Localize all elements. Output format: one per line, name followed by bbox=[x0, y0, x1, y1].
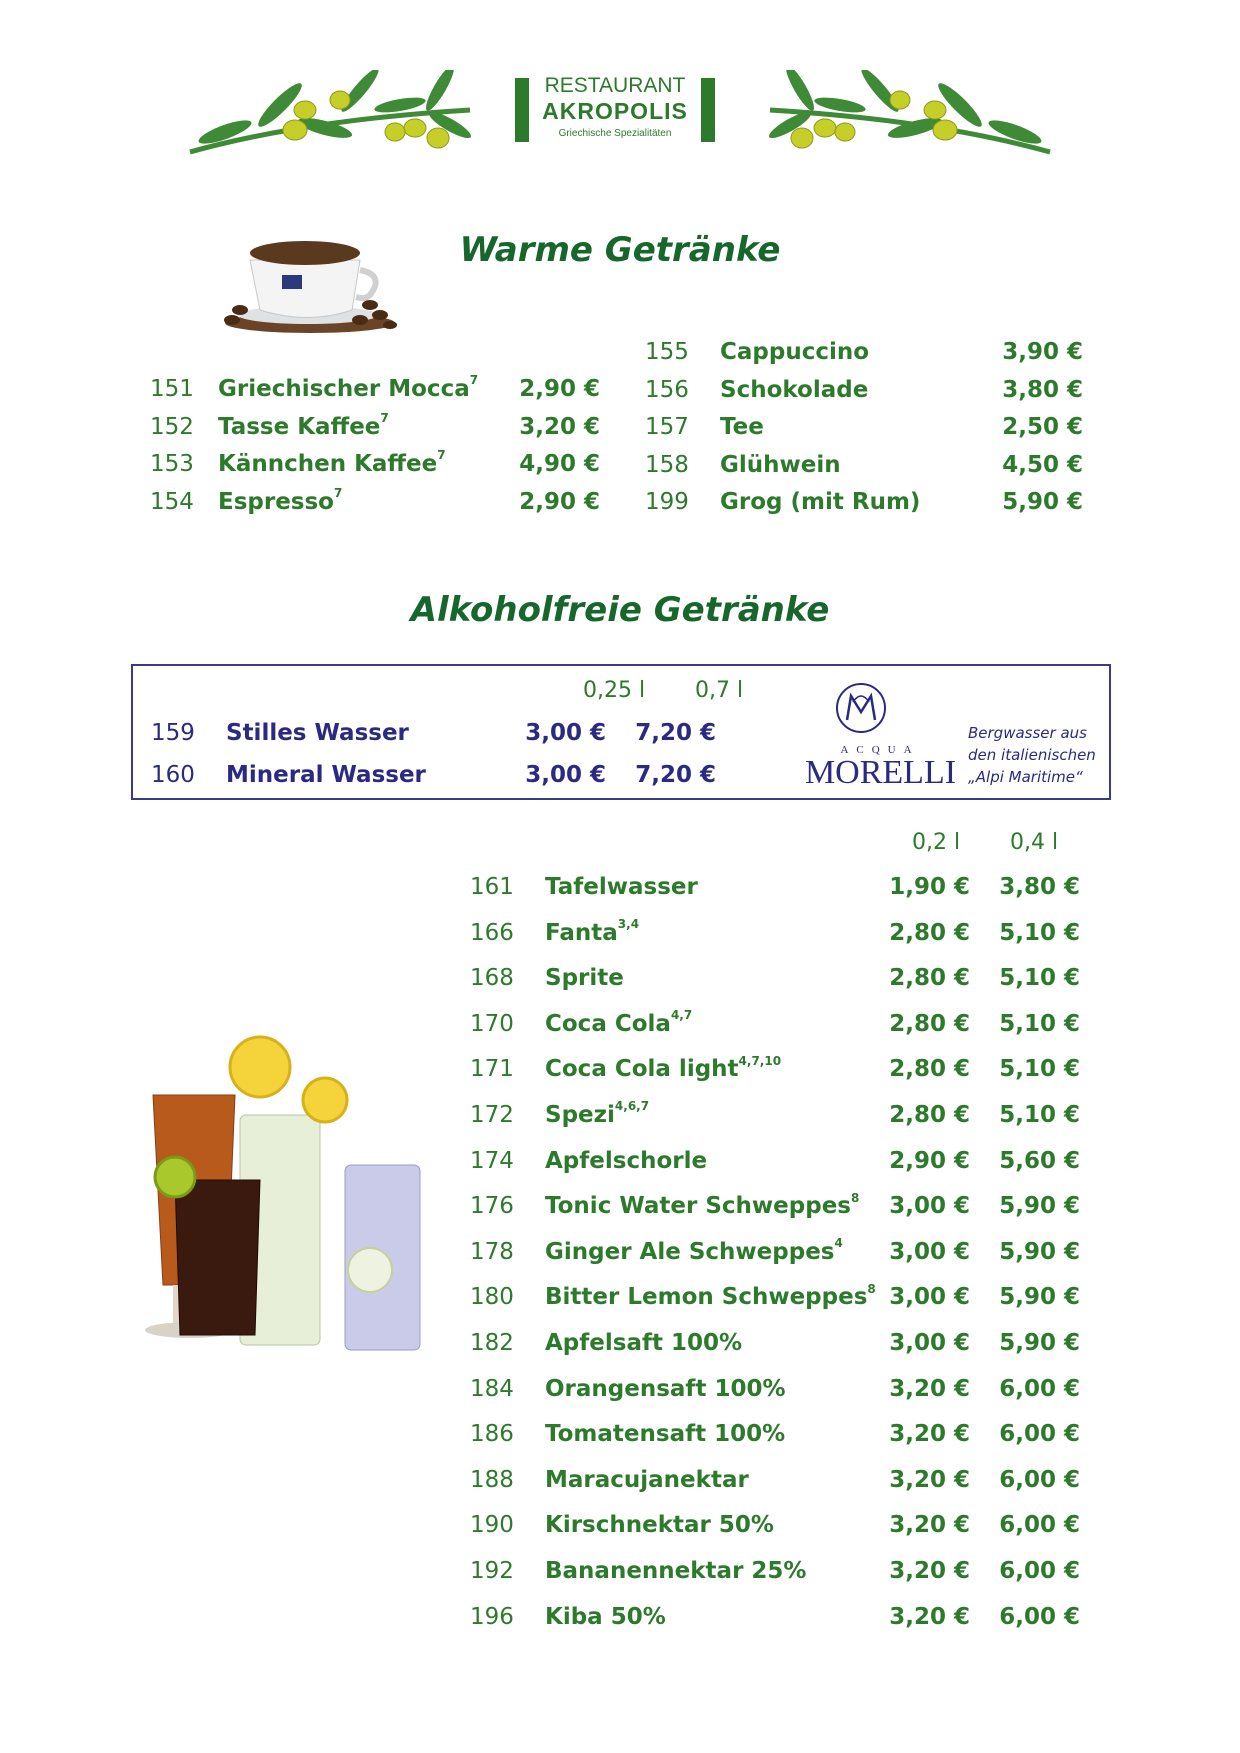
allergen-superscript: 4,7,10 bbox=[738, 1053, 782, 1068]
item-name-text: Spezi bbox=[545, 1102, 615, 1128]
item-name bbox=[218, 448, 446, 477]
item-number: 199 bbox=[645, 489, 689, 515]
item-name-text: Bananennektar 25% bbox=[545, 1558, 807, 1584]
coffee-cup-icon bbox=[220, 235, 400, 335]
item-name bbox=[545, 965, 624, 991]
item-number: 196 bbox=[470, 1603, 514, 1630]
item-price-large: 6,00 € bbox=[999, 1466, 1080, 1493]
item-number: 174 bbox=[470, 1147, 514, 1174]
item-price: 3,90 € bbox=[1002, 339, 1083, 365]
item-name bbox=[218, 410, 389, 440]
item-name-text: Tonic Water Schweppes bbox=[545, 1193, 851, 1220]
item-price-small: 3,20 € bbox=[889, 1421, 970, 1448]
item-name bbox=[545, 1604, 666, 1630]
item-name bbox=[545, 1281, 876, 1311]
item-name-text: Tasse Kaffee bbox=[218, 413, 381, 440]
item-name-text: Kirschnektar 50% bbox=[545, 1512, 774, 1539]
item-price-small: 3,00 € bbox=[525, 720, 606, 746]
item-price-small: 3,00 € bbox=[889, 1284, 970, 1311]
item-price-small: 2,80 € bbox=[889, 1102, 970, 1128]
size-header-large: 0,4 l bbox=[1010, 830, 1059, 855]
item-number: 182 bbox=[470, 1330, 514, 1356]
item-price: 4,90 € bbox=[519, 451, 600, 477]
item-price: 5,90 € bbox=[1002, 489, 1083, 515]
item-name-text: Kiba 50% bbox=[545, 1603, 666, 1630]
item-number: 154 bbox=[150, 488, 194, 515]
item-number: 151 bbox=[150, 376, 194, 402]
water-size-large: 0,7 l bbox=[695, 678, 744, 703]
item-number: 190 bbox=[470, 1512, 514, 1539]
item-price-large: 5,10 € bbox=[999, 919, 1080, 946]
item-price-large: 5,10 € bbox=[999, 1010, 1080, 1037]
morelli-brand-small: ACQUA bbox=[840, 744, 920, 756]
item-name bbox=[720, 489, 920, 515]
item-name-text: Tee bbox=[720, 414, 764, 440]
item-price-large: 5,10 € bbox=[999, 1102, 1080, 1128]
item-name: Stilles Wasser bbox=[226, 720, 409, 746]
item-name-text: Coca Cola bbox=[545, 1010, 671, 1037]
item-number: 159 bbox=[151, 720, 195, 746]
allergen-superscript: 8 bbox=[851, 1190, 860, 1205]
morelli-brand: MORELLI bbox=[804, 754, 957, 791]
item-name-text: Grog (mit Rum) bbox=[720, 489, 921, 515]
item-price-small: 3,00 € bbox=[889, 1330, 970, 1356]
item-price-small: 1,90 € bbox=[889, 874, 970, 900]
item-name-text: Tomatensaft 100% bbox=[545, 1421, 786, 1448]
item-name: Mineral Wasser bbox=[226, 762, 426, 788]
item-price-large: 5,90 € bbox=[999, 1238, 1080, 1265]
item-name bbox=[545, 1236, 843, 1265]
item-price-small: 3,20 € bbox=[889, 1512, 970, 1539]
item-number: 166 bbox=[470, 919, 514, 946]
item-name bbox=[545, 1330, 742, 1356]
item-name bbox=[545, 1099, 650, 1128]
item-name-text: Espresso bbox=[218, 488, 334, 515]
item-price: 3,80 € bbox=[1002, 376, 1083, 403]
item-price-small: 2,80 € bbox=[889, 1010, 970, 1037]
allergen-superscript: 7 bbox=[437, 448, 446, 463]
item-number: 153 bbox=[150, 451, 194, 477]
item-price-small: 3,20 € bbox=[889, 1375, 970, 1402]
item-price-small: 3,20 € bbox=[889, 1558, 970, 1584]
item-name-text: Glühwein bbox=[720, 451, 841, 478]
allergen-superscript: 3,4 bbox=[617, 916, 640, 931]
item-price-large: 6,00 € bbox=[999, 1421, 1080, 1448]
item-name bbox=[545, 1008, 693, 1037]
item-name-text: Sprite bbox=[545, 965, 624, 992]
item-name-text: Tafelwasser bbox=[545, 874, 698, 900]
water-size-small: 0,25 l bbox=[583, 678, 646, 703]
item-number: 180 bbox=[470, 1284, 514, 1311]
item-name-text: Apfelsaft 100% bbox=[545, 1330, 743, 1356]
item-name-text: Orangensaft 100% bbox=[545, 1375, 786, 1402]
item-name-text: Griechischer Mocca bbox=[218, 376, 470, 402]
item-name bbox=[545, 1190, 860, 1220]
item-number: 160 bbox=[151, 762, 195, 788]
item-name-text: Bitter Lemon Schweppes bbox=[545, 1284, 868, 1311]
allergen-superscript: 8 bbox=[867, 1281, 876, 1296]
water-box bbox=[131, 664, 1111, 800]
item-number: 152 bbox=[150, 413, 194, 440]
item-name bbox=[545, 1467, 749, 1493]
item-number: 172 bbox=[470, 1102, 514, 1128]
item-name bbox=[545, 1376, 786, 1402]
item-number: 192 bbox=[470, 1558, 514, 1584]
allergen-superscript: 4,6,7 bbox=[614, 1099, 650, 1114]
item-name-text: Ginger Ale Schweppes bbox=[545, 1238, 835, 1265]
item-price-large: 5,10 € bbox=[999, 1056, 1080, 1083]
item-name bbox=[545, 1421, 785, 1447]
item-price: 2,90 € bbox=[519, 376, 600, 402]
item-price-large: 6,00 € bbox=[999, 1603, 1080, 1630]
item-price-large: 7,20 € bbox=[635, 720, 716, 746]
soft-drinks-glasses-icon bbox=[145, 1035, 425, 1365]
morelli-note-line-1: Bergwasser aus bbox=[968, 724, 1087, 742]
item-name bbox=[720, 414, 764, 440]
logo-column-right-icon bbox=[701, 78, 715, 142]
item-name bbox=[545, 1558, 806, 1584]
item-price-large: 5,90 € bbox=[999, 1330, 1080, 1356]
item-price-small: 3,00 € bbox=[889, 1193, 970, 1220]
morelli-emblem-icon bbox=[833, 680, 889, 736]
item-price-large: 3,80 € bbox=[999, 874, 1080, 900]
item-price-large: 7,20 € bbox=[635, 762, 716, 788]
olive-branch-right-icon bbox=[765, 70, 1055, 160]
item-name-text: Schokolade bbox=[720, 376, 869, 403]
item-number: 156 bbox=[645, 376, 689, 403]
item-price-small: 3,20 € bbox=[889, 1603, 970, 1630]
item-number: 178 bbox=[470, 1238, 514, 1265]
item-number: 188 bbox=[470, 1466, 514, 1493]
item-name bbox=[218, 485, 343, 515]
item-number: 171 bbox=[470, 1056, 514, 1083]
item-name bbox=[545, 1148, 707, 1174]
size-header-small: 0,2 l bbox=[912, 830, 961, 855]
item-price-large: 5,10 € bbox=[999, 965, 1080, 992]
allergen-superscript: 4,7 bbox=[670, 1008, 693, 1023]
item-number: 170 bbox=[470, 1010, 514, 1037]
item-name-text: Fanta bbox=[545, 919, 618, 946]
allergen-superscript: 7 bbox=[380, 410, 389, 425]
item-price-large: 5,60 € bbox=[999, 1147, 1080, 1174]
item-price: 3,20 € bbox=[519, 413, 600, 440]
logo-line-1: RESTAURANT bbox=[544, 74, 686, 97]
item-name bbox=[545, 1512, 774, 1538]
item-number: 155 bbox=[645, 339, 689, 365]
item-price-small: 3,00 € bbox=[889, 1238, 970, 1265]
allergen-superscript: 7 bbox=[469, 373, 479, 388]
item-name bbox=[218, 373, 479, 402]
morelli-note bbox=[968, 722, 1108, 788]
item-name-text: Cappuccino bbox=[720, 339, 870, 365]
item-name-text: Kännchen Kaffee bbox=[218, 451, 438, 477]
item-name-text: Maracujanektar bbox=[545, 1466, 749, 1493]
item-price-large: 5,90 € bbox=[999, 1284, 1080, 1311]
morelli-note-line-3: „Alpi Maritime“ bbox=[968, 768, 1083, 786]
item-name-text: Apfelschorle bbox=[545, 1147, 708, 1174]
allergen-superscript: 4 bbox=[834, 1236, 843, 1251]
restaurant-logo bbox=[515, 74, 715, 154]
section-title-nonalc: Alkoholfreie Getränke bbox=[410, 590, 830, 630]
item-price-small: 2,80 € bbox=[889, 965, 970, 992]
logo-line-3: Griechische Spezialitäten bbox=[558, 128, 672, 139]
item-price-small: 2,90 € bbox=[889, 1147, 970, 1174]
item-name bbox=[545, 1053, 782, 1083]
allergen-superscript: 7 bbox=[334, 485, 343, 500]
item-price-small: 3,00 € bbox=[525, 762, 606, 788]
item-price-large: 6,00 € bbox=[999, 1375, 1080, 1402]
olive-branch-left-icon bbox=[185, 70, 475, 160]
item-price-small: 3,20 € bbox=[889, 1466, 970, 1493]
item-number: 157 bbox=[645, 414, 689, 440]
item-name bbox=[545, 916, 640, 946]
item-number: 168 bbox=[470, 965, 514, 992]
item-number: 158 bbox=[645, 451, 689, 478]
item-price: 4,50 € bbox=[1002, 451, 1083, 478]
item-name-text: Coca Cola light bbox=[545, 1056, 739, 1083]
item-name bbox=[720, 452, 841, 478]
item-name bbox=[720, 339, 869, 365]
logo-column-left-icon bbox=[515, 78, 529, 142]
item-name bbox=[545, 874, 698, 900]
item-number: 176 bbox=[470, 1193, 514, 1220]
logo-line-2: AKROPOLIS bbox=[542, 98, 688, 124]
section-title-warm: Warme Getränke bbox=[459, 230, 781, 270]
item-number: 186 bbox=[470, 1421, 514, 1448]
item-price: 2,50 € bbox=[1002, 414, 1083, 440]
item-price: 2,90 € bbox=[519, 488, 600, 515]
item-number: 161 bbox=[470, 874, 514, 900]
item-price-small: 2,80 € bbox=[889, 1056, 970, 1083]
item-name bbox=[720, 377, 868, 403]
item-price-large: 6,00 € bbox=[999, 1558, 1080, 1584]
item-price-large: 6,00 € bbox=[999, 1512, 1080, 1539]
header bbox=[0, 60, 1240, 170]
item-price-small: 2,80 € bbox=[889, 919, 970, 946]
item-price-large: 5,90 € bbox=[999, 1193, 1080, 1220]
item-number: 184 bbox=[470, 1375, 514, 1402]
morelli-note-line-2: den italienischen bbox=[968, 746, 1096, 764]
